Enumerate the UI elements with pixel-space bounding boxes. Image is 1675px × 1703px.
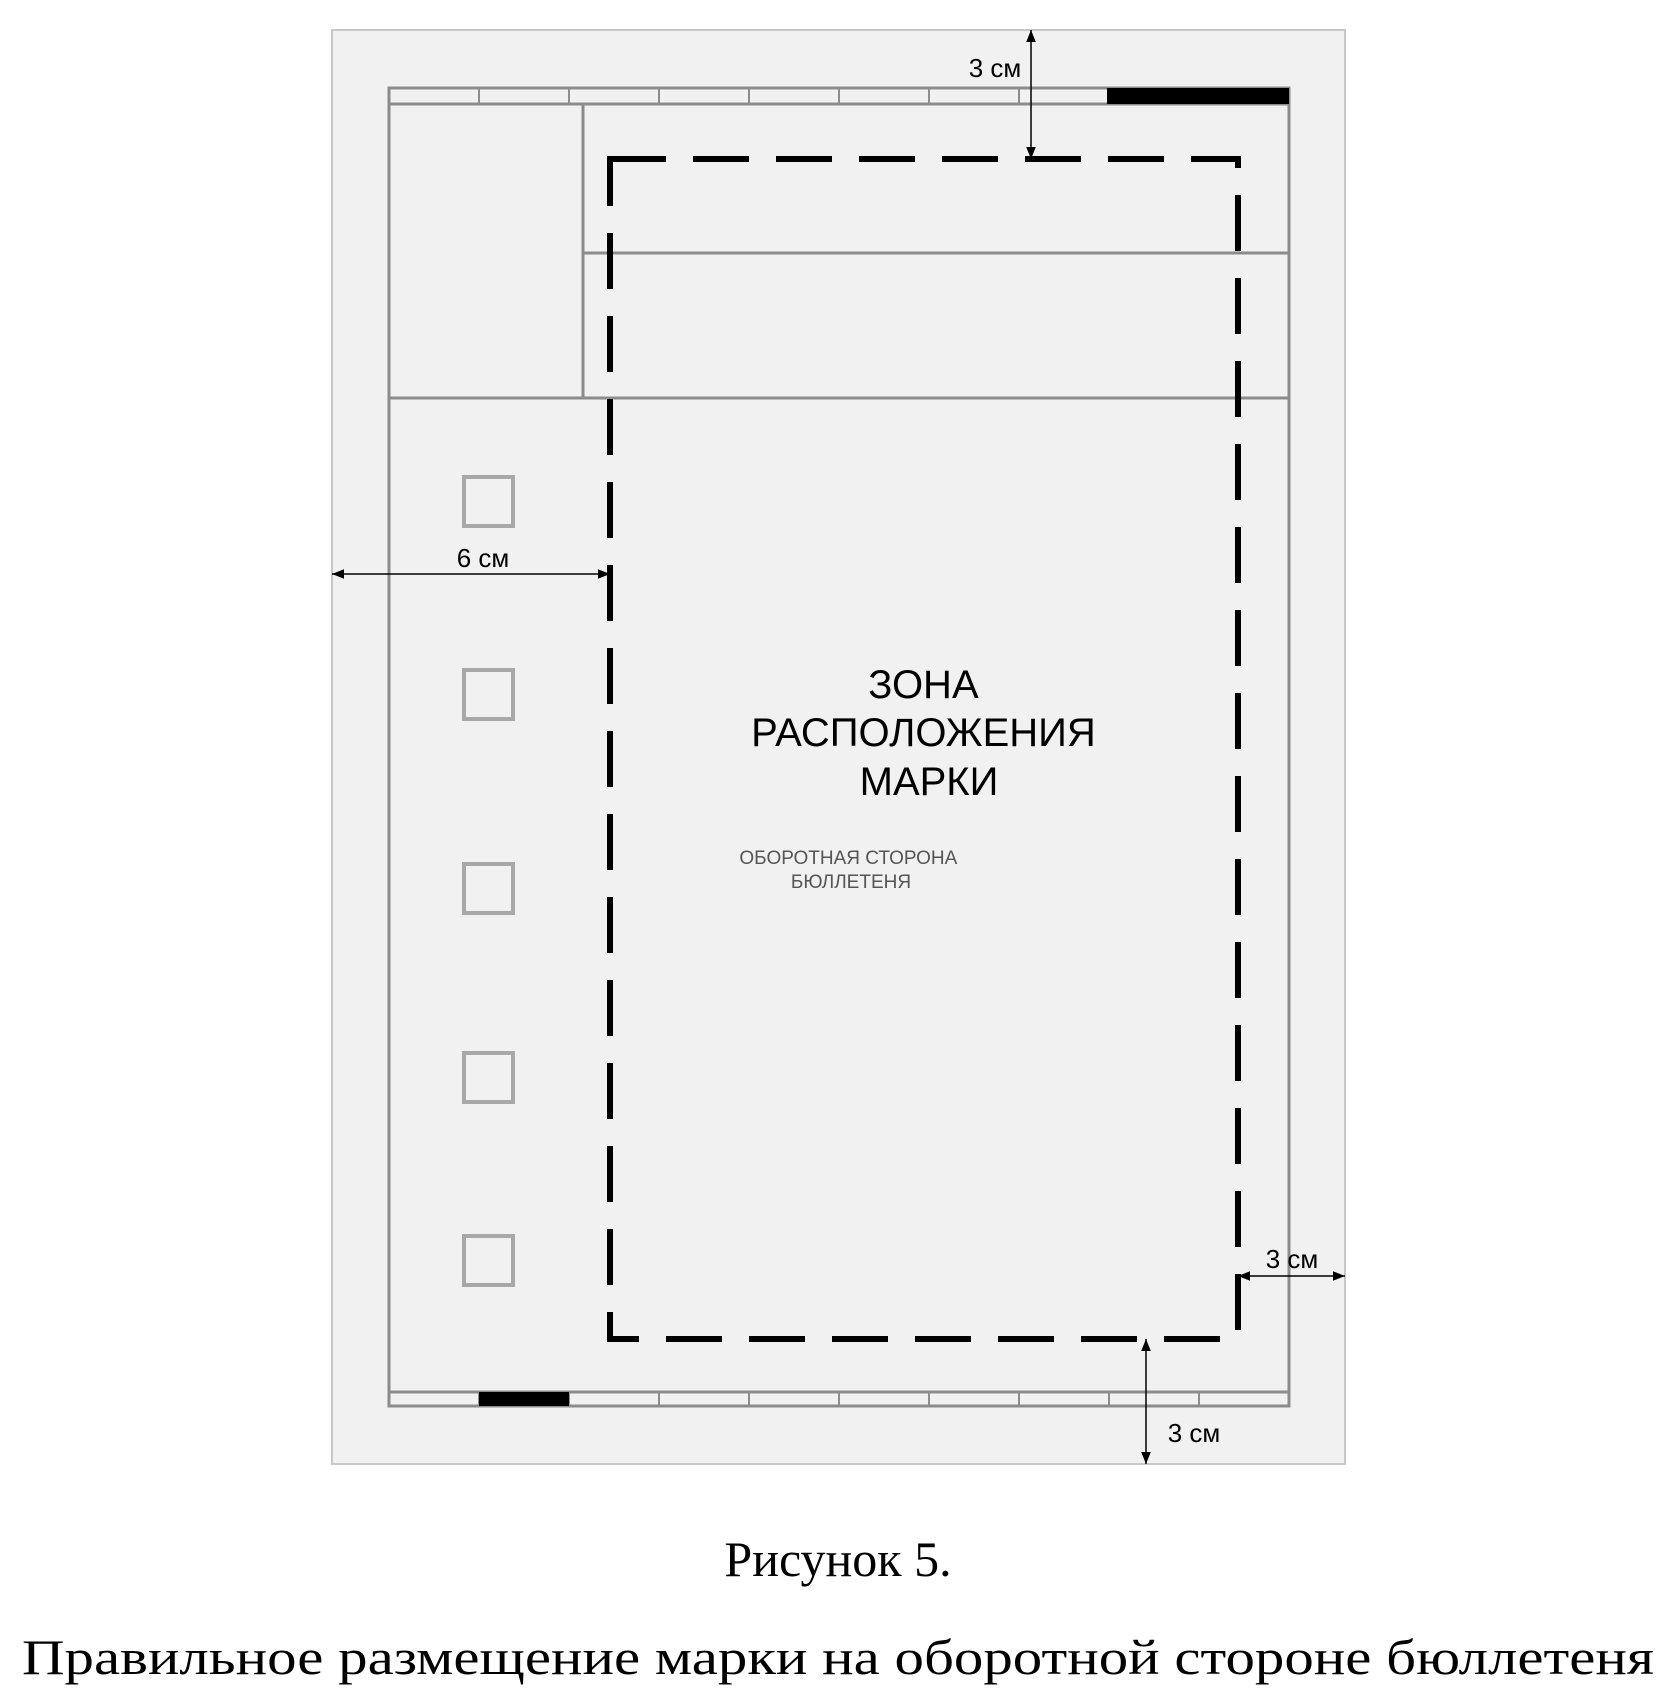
dimension-label-top: 3 см xyxy=(968,53,1022,83)
figure-number: Рисунок 5. xyxy=(724,1531,952,1587)
top-timing-mark xyxy=(1107,88,1289,104)
dimension-label-right: 3 см xyxy=(1265,1244,1319,1274)
figure-caption: Правильное размещение марки на оборотной стороне бюллетеня xyxy=(22,1629,1654,1685)
dimension-label-bottom: 3 см xyxy=(1167,1418,1221,1448)
dimension-label-left: 6 см xyxy=(456,543,510,573)
bottom-timing-mark xyxy=(479,1392,569,1406)
mark-zone-label-line-3: МАРКИ xyxy=(859,760,999,804)
mark-zone-label-line-2: РАСПОЛОЖЕНИЯ xyxy=(751,711,1096,755)
back-side-label-line-1: ОБОРОТНАЯ СТОРОНА xyxy=(739,848,958,869)
back-side-label-line-2: БЮЛЛЕТЕНЯ xyxy=(790,872,912,893)
mark-zone-label-line-1: ЗОНА xyxy=(868,663,979,707)
